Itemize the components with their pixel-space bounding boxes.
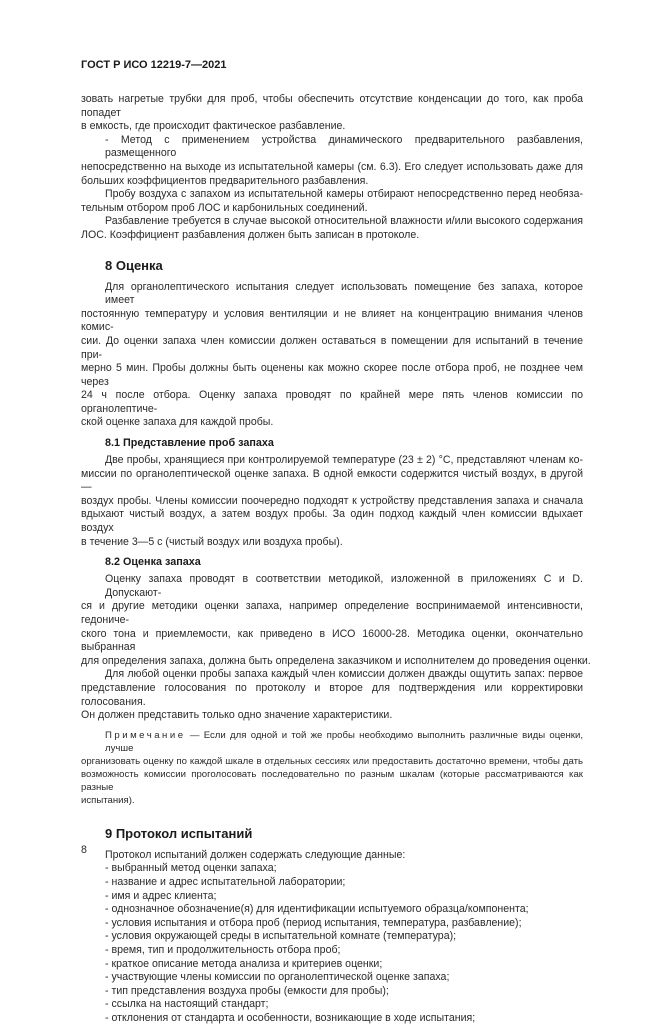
- text-line: Пробу воздуха с запахом из испытательной камеры отбирают непосредственно перед необяза-: [105, 188, 583, 201]
- text-line: больших коэффициентов предварительного разбавления.: [81, 174, 369, 187]
- text-line: тельным отбором проб ЛОС и карбонильных соединений.: [81, 201, 368, 214]
- intro-text: [81, 93, 583, 243]
- text-line: Оценку запаха проводят в соответствии методикой, изложенной в приложениях С и D. Допускают-: [105, 573, 583, 599]
- text-line: Для любой оценки пробы запаха каждый член комиссии должен дважды ощутить запах: первое: [105, 668, 583, 681]
- text-line: в емкость, где происходит фактическое разбавление.: [81, 120, 346, 133]
- list-item: - выбранный метод оценки запаха;: [105, 862, 277, 875]
- text-line: Разбавление требуется в случае высокой относительной влажности и/или высокого содержания: [105, 215, 583, 228]
- text-line: зовать нагретые трубки для проб, чтобы обеспечить отсутствие конденсации до того, как проба попадет: [81, 93, 583, 119]
- section-8-heading: 8 Оценка: [105, 257, 163, 273]
- note-lines: [81, 755, 583, 807]
- section-9-list: [81, 849, 583, 1025]
- note-line: испытания).: [81, 794, 135, 806]
- list-item: - условия окружающей среды в испытательной комнате (температура);: [105, 930, 457, 943]
- list-item: - ссылка на настоящий стандарт;: [105, 998, 269, 1011]
- paragraph: [81, 281, 583, 431]
- paragraph: [81, 454, 583, 549]
- text-line: вдыхают чистый воздух, а затем воздух пробы. За один подход каждый член комиссии вдыхает воздух: [81, 508, 583, 535]
- section-8-1-heading: 8.1 Представление проб запаха: [105, 437, 274, 450]
- text-line: для определения запаха, должна быть определена заказчиком и исполнителем до проведения оценки.: [81, 654, 591, 667]
- note-label: Примечание: [105, 729, 186, 741]
- section-8-text: [81, 281, 583, 431]
- section-9-items: [105, 862, 583, 1025]
- text-line: мерно 5 мин. Пробы должны быть оценены как можно скорее после отбора проб, не позднее чем через: [81, 362, 583, 388]
- note-first-line: [81, 729, 583, 755]
- text-line: Для органолептического испытания следует использовать помещение без запаха, которое имеет: [105, 280, 583, 307]
- text-line: воздух пробы. Члены комиссии поочередно подходят к устройству представления запаха и сначала: [81, 494, 583, 507]
- section-9-heading: 9 Протокол испытаний: [105, 825, 253, 841]
- list-item: - условия испытания и отбора проб (период испытания, температура, разбавление);: [105, 916, 522, 929]
- text-line: ской оценке запаха для каждой пробы.: [81, 416, 274, 429]
- list-item: - время, тип и продолжительность отбора проб;: [105, 943, 341, 956]
- list-item: - название и адрес испытательной лаборатории;: [105, 875, 346, 888]
- section-8-2-text: [81, 573, 591, 723]
- paragraph: [81, 668, 583, 722]
- text-line: Две пробы, хранящиеся при контролируемой температуре (23 ± 2) °С, представляют членам ко-: [105, 454, 583, 467]
- text-line: миссии по органолептической оценке запаха. В одной емкости содержится чистый воздух, в другой —: [81, 467, 583, 494]
- paragraph: [81, 93, 583, 134]
- section-8-2-heading: 8.2 Оценка запаха: [105, 556, 201, 569]
- list-item: - тип представления воздуха пробы (емкости для пробы);: [105, 984, 389, 997]
- list-item: - участвующие члены комиссии по органолептической оценке запаха;: [105, 971, 450, 984]
- list-item: - имя и адрес клиента;: [105, 889, 217, 902]
- note-dash: —: [185, 729, 204, 741]
- text-line: непосредственно на выходе из испытательной камеры (см. 6.3). Его следует использовать даже для: [81, 160, 583, 173]
- text-line: - Метод с применением устройства динамического предварительного разбавления, размещенного: [105, 133, 583, 160]
- page-number: 8: [81, 844, 87, 856]
- paragraph: [81, 573, 591, 668]
- page-body: [81, 93, 591, 1025]
- note-first-text: Если для одной и той же пробы необходимо выполнить различные виды оценки, лучше: [105, 729, 583, 754]
- note-line: организовать оценку по каждой шкале в отдельных сессиях или предоставить достаточно времени, чтобы дать: [81, 755, 583, 767]
- paragraph: [81, 215, 583, 242]
- document-header: ГОСТ Р ИСО 12219-7—2021: [81, 59, 227, 71]
- section-9-lead: Протокол испытаний должен содержать следующие данные:: [105, 848, 406, 861]
- text-line: постоянную температуру и условия вентиляции и не влияет на концентрацию внимания членов комис-: [81, 307, 583, 334]
- note-block: [81, 729, 583, 807]
- list-item: - однозначное обозначение(я) для идентификации испытуемого образца/компонента;: [105, 903, 529, 916]
- text-line: сии. До оценки запаха член комиссии должен оставаться в помещении для испытаний в течение при-: [81, 334, 583, 361]
- text-line: ЛОС. Коэффициент разбавления должен быть записан в протоколе.: [81, 228, 420, 241]
- list-item: - отклонения от стандарта и особенности, возникающие в ходе испытания;: [105, 1011, 476, 1024]
- paragraph: [81, 188, 583, 215]
- section-8-1-text: [81, 454, 583, 549]
- text-line: Он должен представить только одно значение характеристики.: [81, 709, 393, 722]
- list-item: - краткое описание метода анализа и критериев оценки;: [105, 957, 383, 970]
- text-line: в течение 3—5 с (чистый воздух или воздуха пробы).: [81, 535, 343, 548]
- text-line: представление голосования по протоколу и второе для подтверждения или корректировки голосования.: [81, 681, 583, 708]
- note-line: возможность комиссии проголосовать последовательно по разным шкалам (которые рассматриваются как разные: [81, 768, 583, 793]
- text-line: ского тона и приемлемости, как приведено в ИСО 16000-28. Методика оценки, окончательно выбранная: [81, 627, 583, 654]
- text-line: 24 ч после отбора. Оценку запаха проводят по крайней мере пять членов комиссии по органолептиче-: [81, 389, 583, 415]
- text-line: ся и другие методики оценки запаха, например определение воспринимаемой интенсивности, гедониче-: [81, 600, 583, 626]
- paragraph: [81, 134, 583, 188]
